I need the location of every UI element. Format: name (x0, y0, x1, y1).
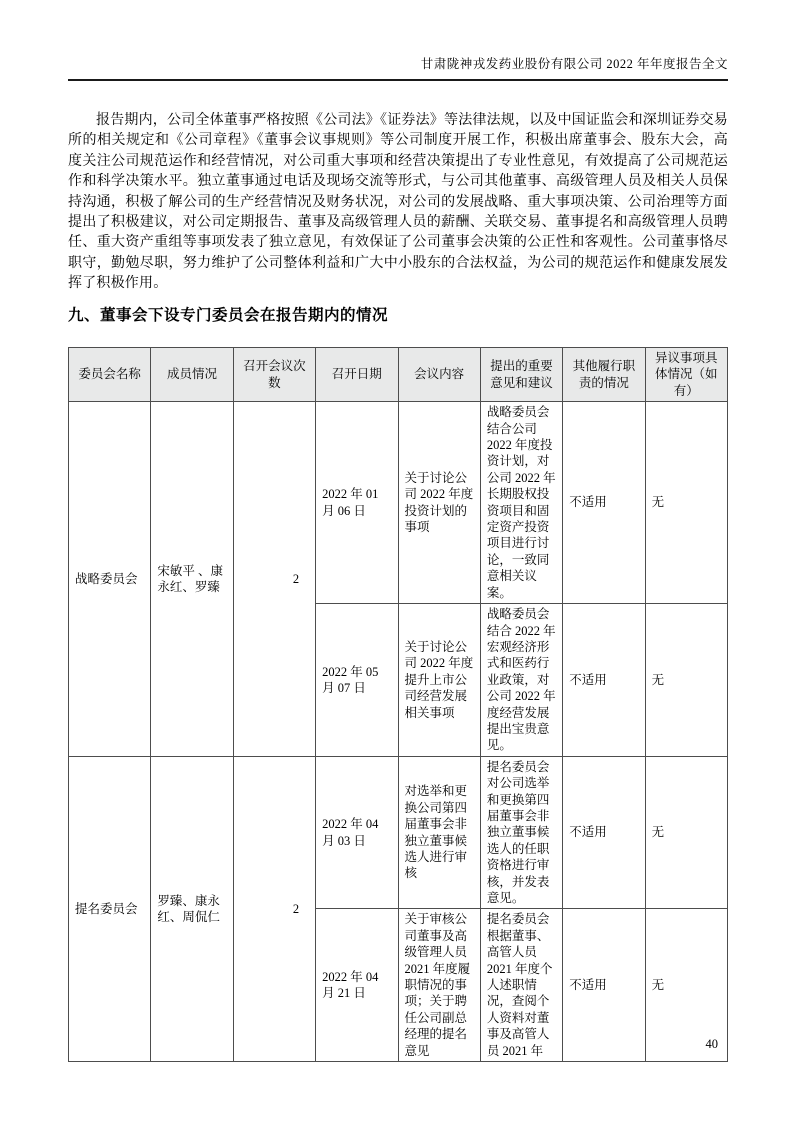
table-row (69, 756, 728, 909)
other-duties-cell: 不适用 (563, 604, 645, 757)
running-header-title: 甘肃陇神戎发药业股份有限公司 2022 年年度报告全文 (68, 54, 728, 81)
committee-members-cell: 宋敏平 、康永红、罗臻 (151, 402, 233, 757)
meeting-content-cell: 关于讨论公司 2022 年度投资计划的事项 (398, 402, 480, 604)
meeting-date-cell: 2022 年 05 月 07 日 (316, 604, 398, 757)
committee-name-cell: 提名委员会 (69, 756, 151, 1061)
committee-members-cell: 罗臻、康永红、周侃仁 (151, 756, 233, 1061)
page-number: 40 (705, 1037, 718, 1051)
col-header-members: 成员情况 (151, 348, 233, 402)
opinion-cell: 提名委员会根据董事、高管人员 2021 年度个人述职情况，查阅个人资料对董事及高管人员 2021 年 (480, 909, 562, 1062)
meeting-content-cell: 关于讨论公司 2022 年度提升上市公司经营发展相关事项 (398, 604, 480, 757)
intro-paragraph: 报告期内，公司全体董事严格按照《公司法》《证券法》等法律法规，以及中国证监会和深圳证券交易所的相关规定和《公司章程》《董事会议事规则》等公司制度开展工作，积极出席董事会、股东大会，高度关注公司规范运作和经营情况，对公司重大事项和经营决策提出了专业性意见，有效提高了公司规范运作和科学决策水平。独立董事通过电话及现场交流等形式，与公司其他董事、高级管理人员及相关人员保持沟通，积极了解公司的生产经营情况及财务状况，对公司的发展战略、重大事项决策、公司治理等方面提出了积极建议，对公司定期报告、董事及高级管理人员的薪酬、关联交易、董事提名和高级管理人员聘任、重大资产重组等事项发表了独立意见，有效保证了公司董事会决策的公正性和客观性。公司董事恪尽职守，勤勉尽职，努力维护了公司整体利益和广大中小股东的合法权益，为公司的规范运作和健康发展发挥了积极作用。 (68, 113, 728, 292)
col-header-committee-name: 委员会名称 (69, 348, 151, 402)
other-duties-cell: 不适用 (563, 756, 645, 909)
col-header-meeting-count: 召开会议次数 (233, 348, 315, 402)
meeting-content-cell: 对选举和更换公司第四届董事会非独立董事候选人进行审核 (398, 756, 480, 909)
table-row (69, 402, 728, 604)
meeting-date-cell: 2022 年 04 月 21 日 (316, 909, 398, 1062)
meeting-date-cell: 2022 年 01 月 06 日 (316, 402, 398, 604)
meeting-content-cell: 关于审核公司董事及高级管理人员 2021 年度履职情况的事项；关于聘任公司副总经理的提名意见 (398, 909, 480, 1062)
objection-cell: 无 (645, 402, 727, 604)
objection-cell: 无 (645, 604, 727, 757)
objection-cell: 无 (645, 756, 727, 909)
col-header-opinions: 提出的重要意见和建议 (480, 348, 562, 402)
col-header-objections: 异议事项具体情况（如有） (645, 348, 727, 402)
objection-cell: 无 (645, 909, 727, 1062)
col-header-meeting-content: 会议内容 (398, 348, 480, 402)
col-header-other-duties: 其他履行职责的情况 (563, 348, 645, 402)
committee-table (68, 347, 728, 1062)
opinion-cell: 提名委员会对公司选举和更换第四届董事会非独立董事候选人的任职资格进行审核，并发表意见。 (480, 756, 562, 909)
opinion-cell: 战略委员会结合 2022 年宏观经济形式和医药行业政策，对公司 2022 年度经营发展提出宝贵意见。 (480, 604, 562, 757)
section-heading: 九、董事会下设专门委员会在报告期内的情况 (68, 307, 389, 324)
meeting-count-cell: 2 (233, 402, 315, 757)
col-header-meeting-date: 召开日期 (316, 348, 398, 402)
committee-name-cell: 战略委员会 (69, 402, 151, 757)
table-header-row (69, 348, 728, 402)
other-duties-cell: 不适用 (563, 402, 645, 604)
other-duties-cell: 不适用 (563, 909, 645, 1062)
meeting-date-cell: 2022 年 04 月 03 日 (316, 756, 398, 909)
meeting-count-cell: 2 (233, 756, 315, 1061)
opinion-cell: 战略委员会结合公司 2022 年度投资计划，对公司 2022 年长期股权投资项目和固定资产投资项目进行讨论，一致同意相关议案。 (480, 402, 562, 604)
